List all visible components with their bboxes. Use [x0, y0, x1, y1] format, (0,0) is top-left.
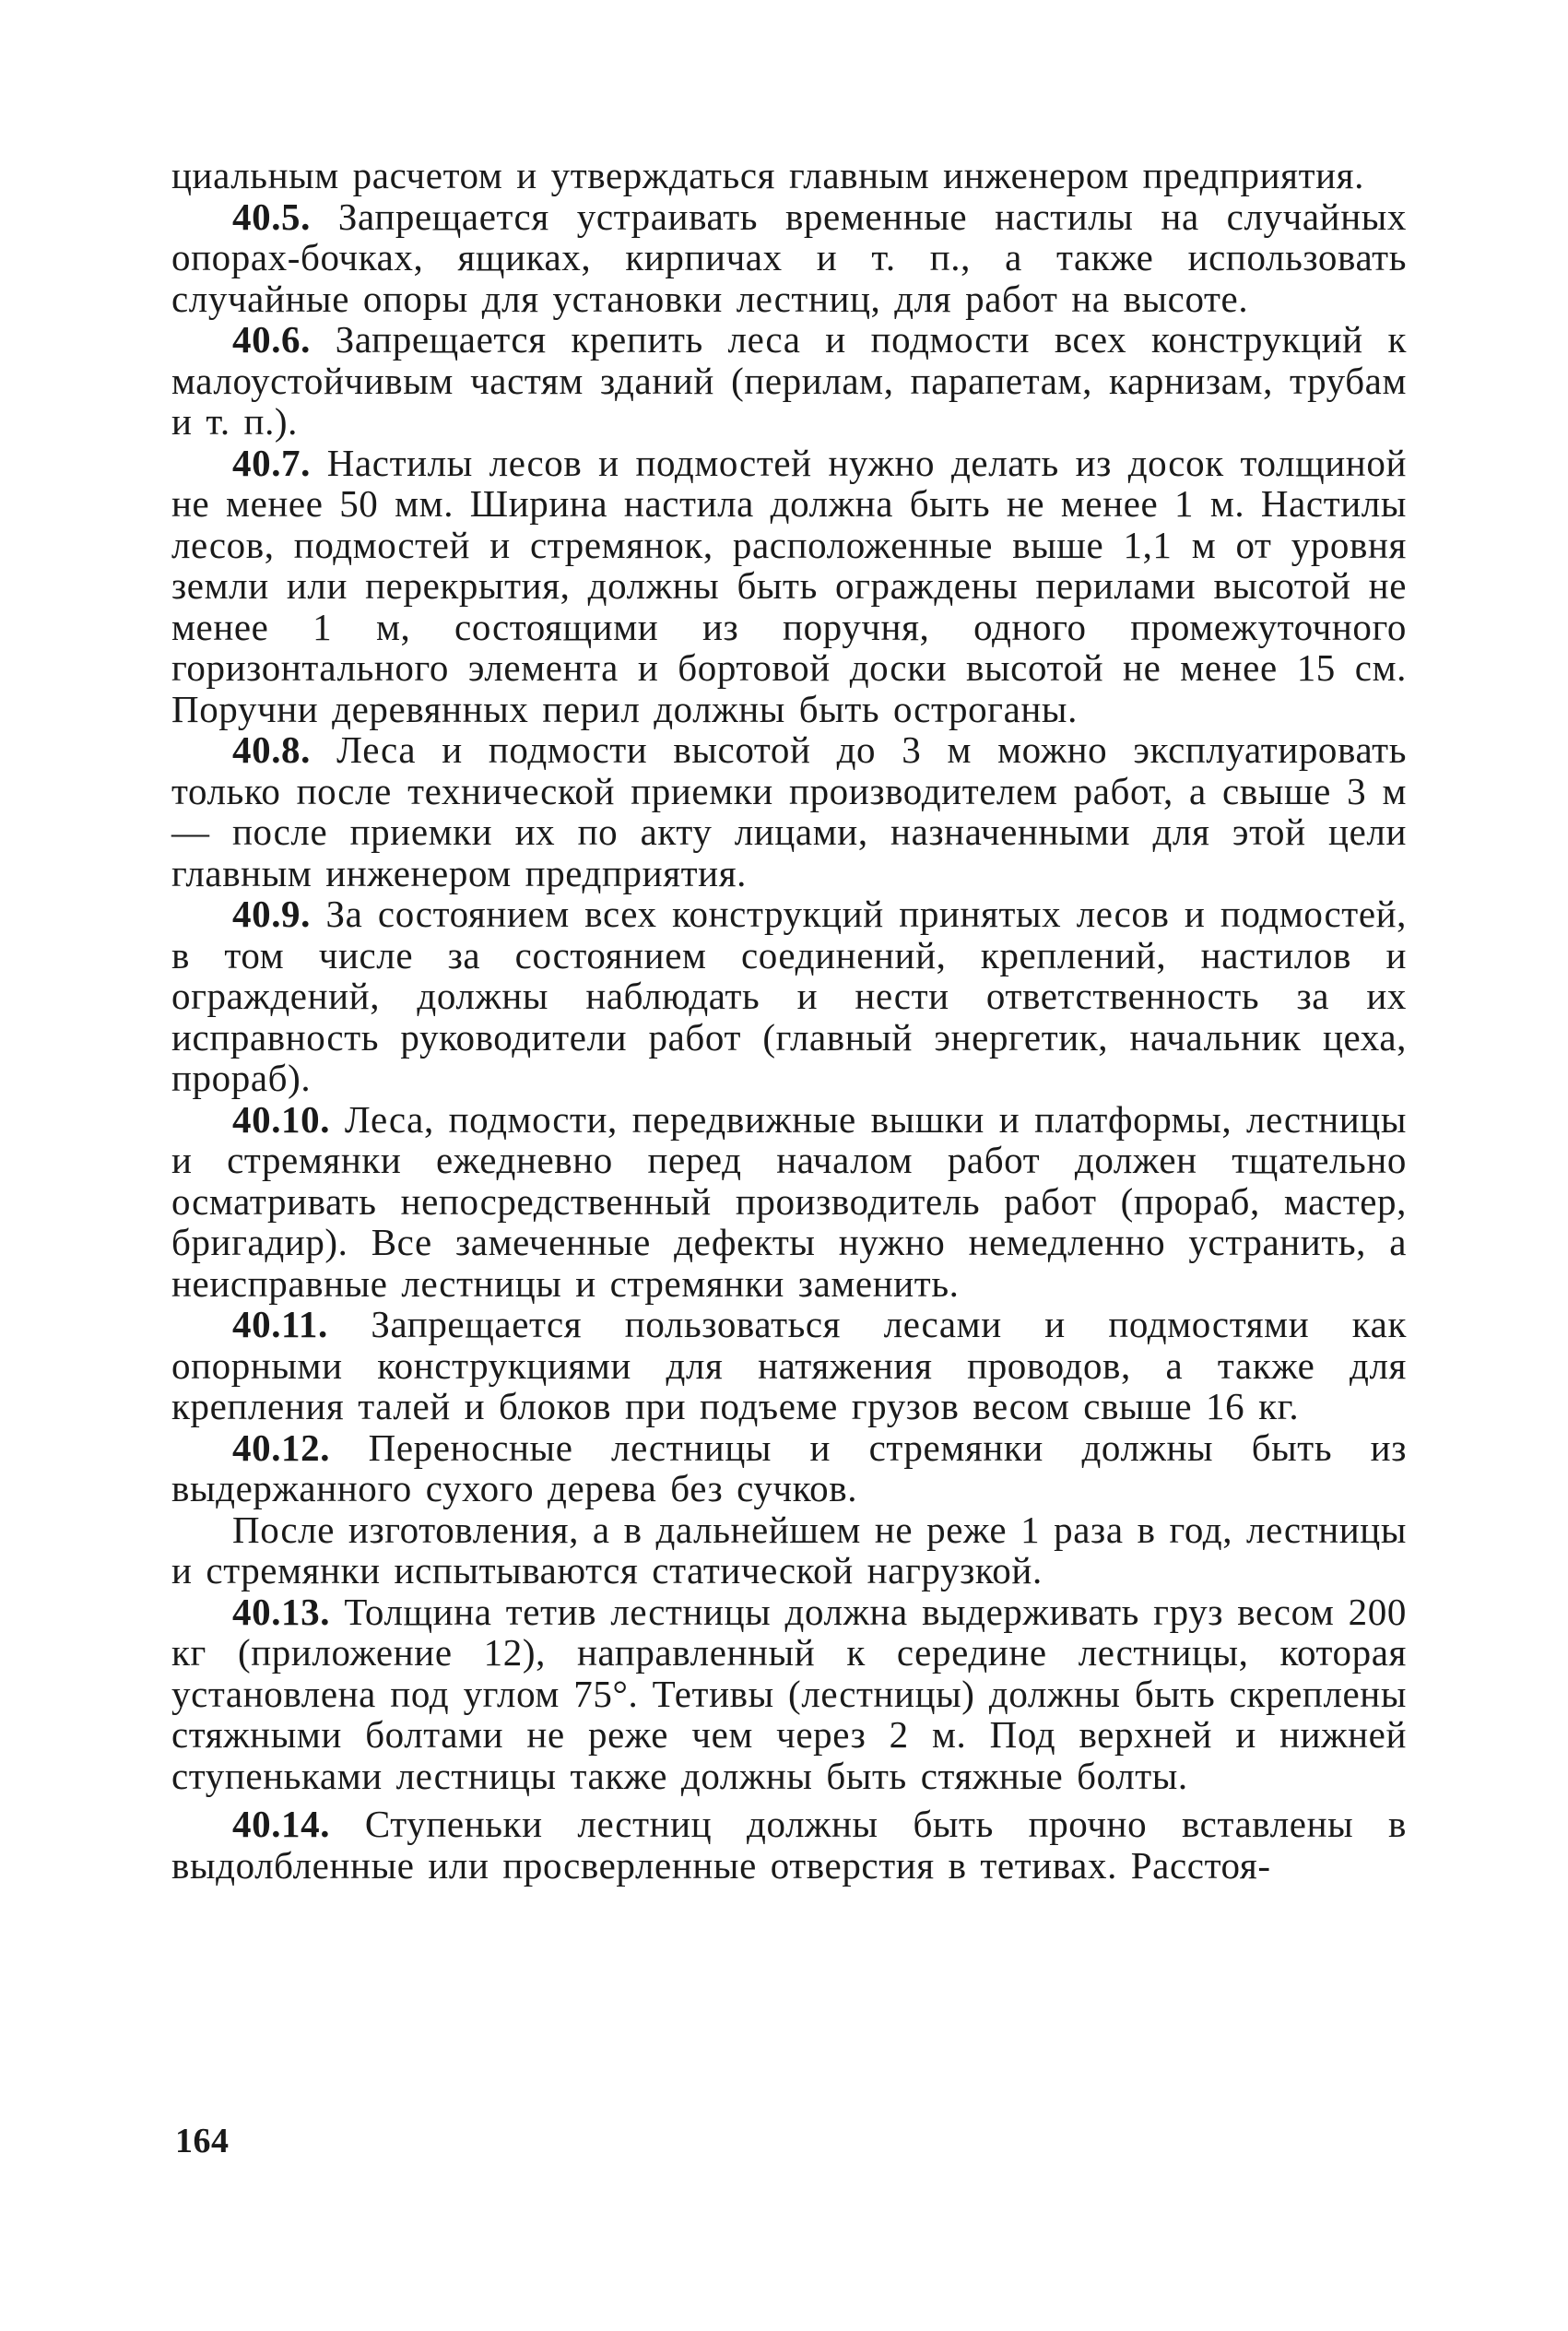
- paragraph-text: Запрещается крепить леса и подмости всех конструкций к малоустойчивым частям зданий (перилам, парапетам, карнизам, трубам и т. п.).: [171, 318, 1407, 443]
- paragraph-40-13: [171, 1591, 1407, 1797]
- paragraph-number: 40.13.: [232, 1590, 331, 1633]
- paragraph-number: 40.14.: [232, 1803, 331, 1845]
- paragraph-number: 40.9.: [232, 893, 311, 935]
- paragraph-text: Запрещается устраивать временные настилы на случайных опорах-бочках, ящиках, кирпичах и т. п., а также использовать случайные опоры для установки лестниц, для работ на высоте.: [171, 195, 1407, 320]
- paragraph-number: 40.11.: [232, 1303, 328, 1345]
- paragraph-testing: [171, 1509, 1407, 1591]
- paragraph-text: Ступеньки лестниц должны быть прочно вставлены в выдолбленные или просверленные отверстия в тетивах. Расстоя-: [171, 1803, 1407, 1887]
- paragraph-text: Леса и подмости высотой до 3 м можно эксплуатировать только после технической приемки производителем работ, а свыше 3 м — после приемки их по акту лицами, назначенными для этой цели главным инженером предприятия.: [171, 728, 1407, 894]
- paragraph-text: За состоянием всех конструкций принятых лесов и подмостей, в том числе за состоянием соединений, креплений, настилов и ограждений, должны наблюдать и нести ответственность за их исправность руководители работ (главный энергетик, начальник цеха, прораб).: [171, 893, 1408, 1099]
- paragraph-40-7: [171, 443, 1407, 730]
- paragraph-40-5: [171, 196, 1407, 320]
- paragraph-number: 40.6.: [232, 318, 311, 361]
- paragraph-40-11: [171, 1304, 1407, 1427]
- paragraph-40-10: [171, 1099, 1407, 1305]
- paragraph-40-14: [171, 1804, 1407, 1886]
- paragraph-text: Запрещается пользоваться лесами и подмостями как опорными конструкциями для натяжения проводов, а также для крепления талей и блоков при подъеме грузов весом свыше 16 кг.: [171, 1303, 1407, 1427]
- paragraph-text: Леса, подмости, передвижные вышки и платформы, лестницы и стремянки ежедневно перед началом работ должен тщательно осматривать непосредственный производитель работ (прораб, мастер, бригадир). Все замеченные дефекты нужно немедленно устранить, а неисправные лестницы и стремянки заменить.: [171, 1097, 1407, 1305]
- paragraph-text: Настилы лесов и подмостей нужно делать из досок толщиной не менее 50 мм. Ширина настила должна быть не менее 1 м. Настилы лесов, подмостей и стремянок, расположенные выше 1,1 м от уровня земли или перекрытия, должны быть ограждены перилами высотой не менее 1 м, состоящими из поручня, одного промежуточного горизонтального элемента и бортовой доски высотой не менее 15 см. Поручни деревянных перил должны быть остроганы.: [171, 441, 1407, 730]
- paragraph-number: 40.5.: [232, 195, 311, 238]
- paragraph-text: Переносные лестницы и стремянки должны быть из выдержанного сухого дерева без сучков.: [171, 1426, 1407, 1509]
- document-page: [171, 155, 1407, 1886]
- paragraph-number: 40.8.: [232, 728, 311, 771]
- paragraph-40-8: [171, 729, 1407, 893]
- paragraph-40-12: [171, 1427, 1407, 1509]
- paragraph-40-6: [171, 319, 1407, 443]
- paragraph-text: циальным расчетом и утверждаться главным инженером предприятия.: [171, 154, 1364, 196]
- paragraph-number: 40.10.: [232, 1097, 331, 1141]
- paragraph-text: Толщина тетив лестницы должна выдерживать груз весом 200 кг (приложение 12), направленный к середине лестницы, которая установлена под углом 75°. Тетивы (лестницы) должны быть скреплены стяжными болтами не реже чем через 2 м. Под верхней и нижней ступеньками лестницы также должны быть стяжные болты.: [171, 1590, 1407, 1797]
- paragraph-continuation: [171, 155, 1407, 196]
- paragraph-number: 40.12.: [232, 1426, 331, 1469]
- paragraph-text: После изготовления, а в дальнейшем не реже 1 раза в год, лестницы и стремянки испытываются статической нагрузкой.: [171, 1508, 1407, 1591]
- paragraph-number: 40.7.: [232, 441, 311, 484]
- page-number: 164: [175, 2122, 230, 2160]
- paragraph-40-9: [171, 893, 1407, 1099]
